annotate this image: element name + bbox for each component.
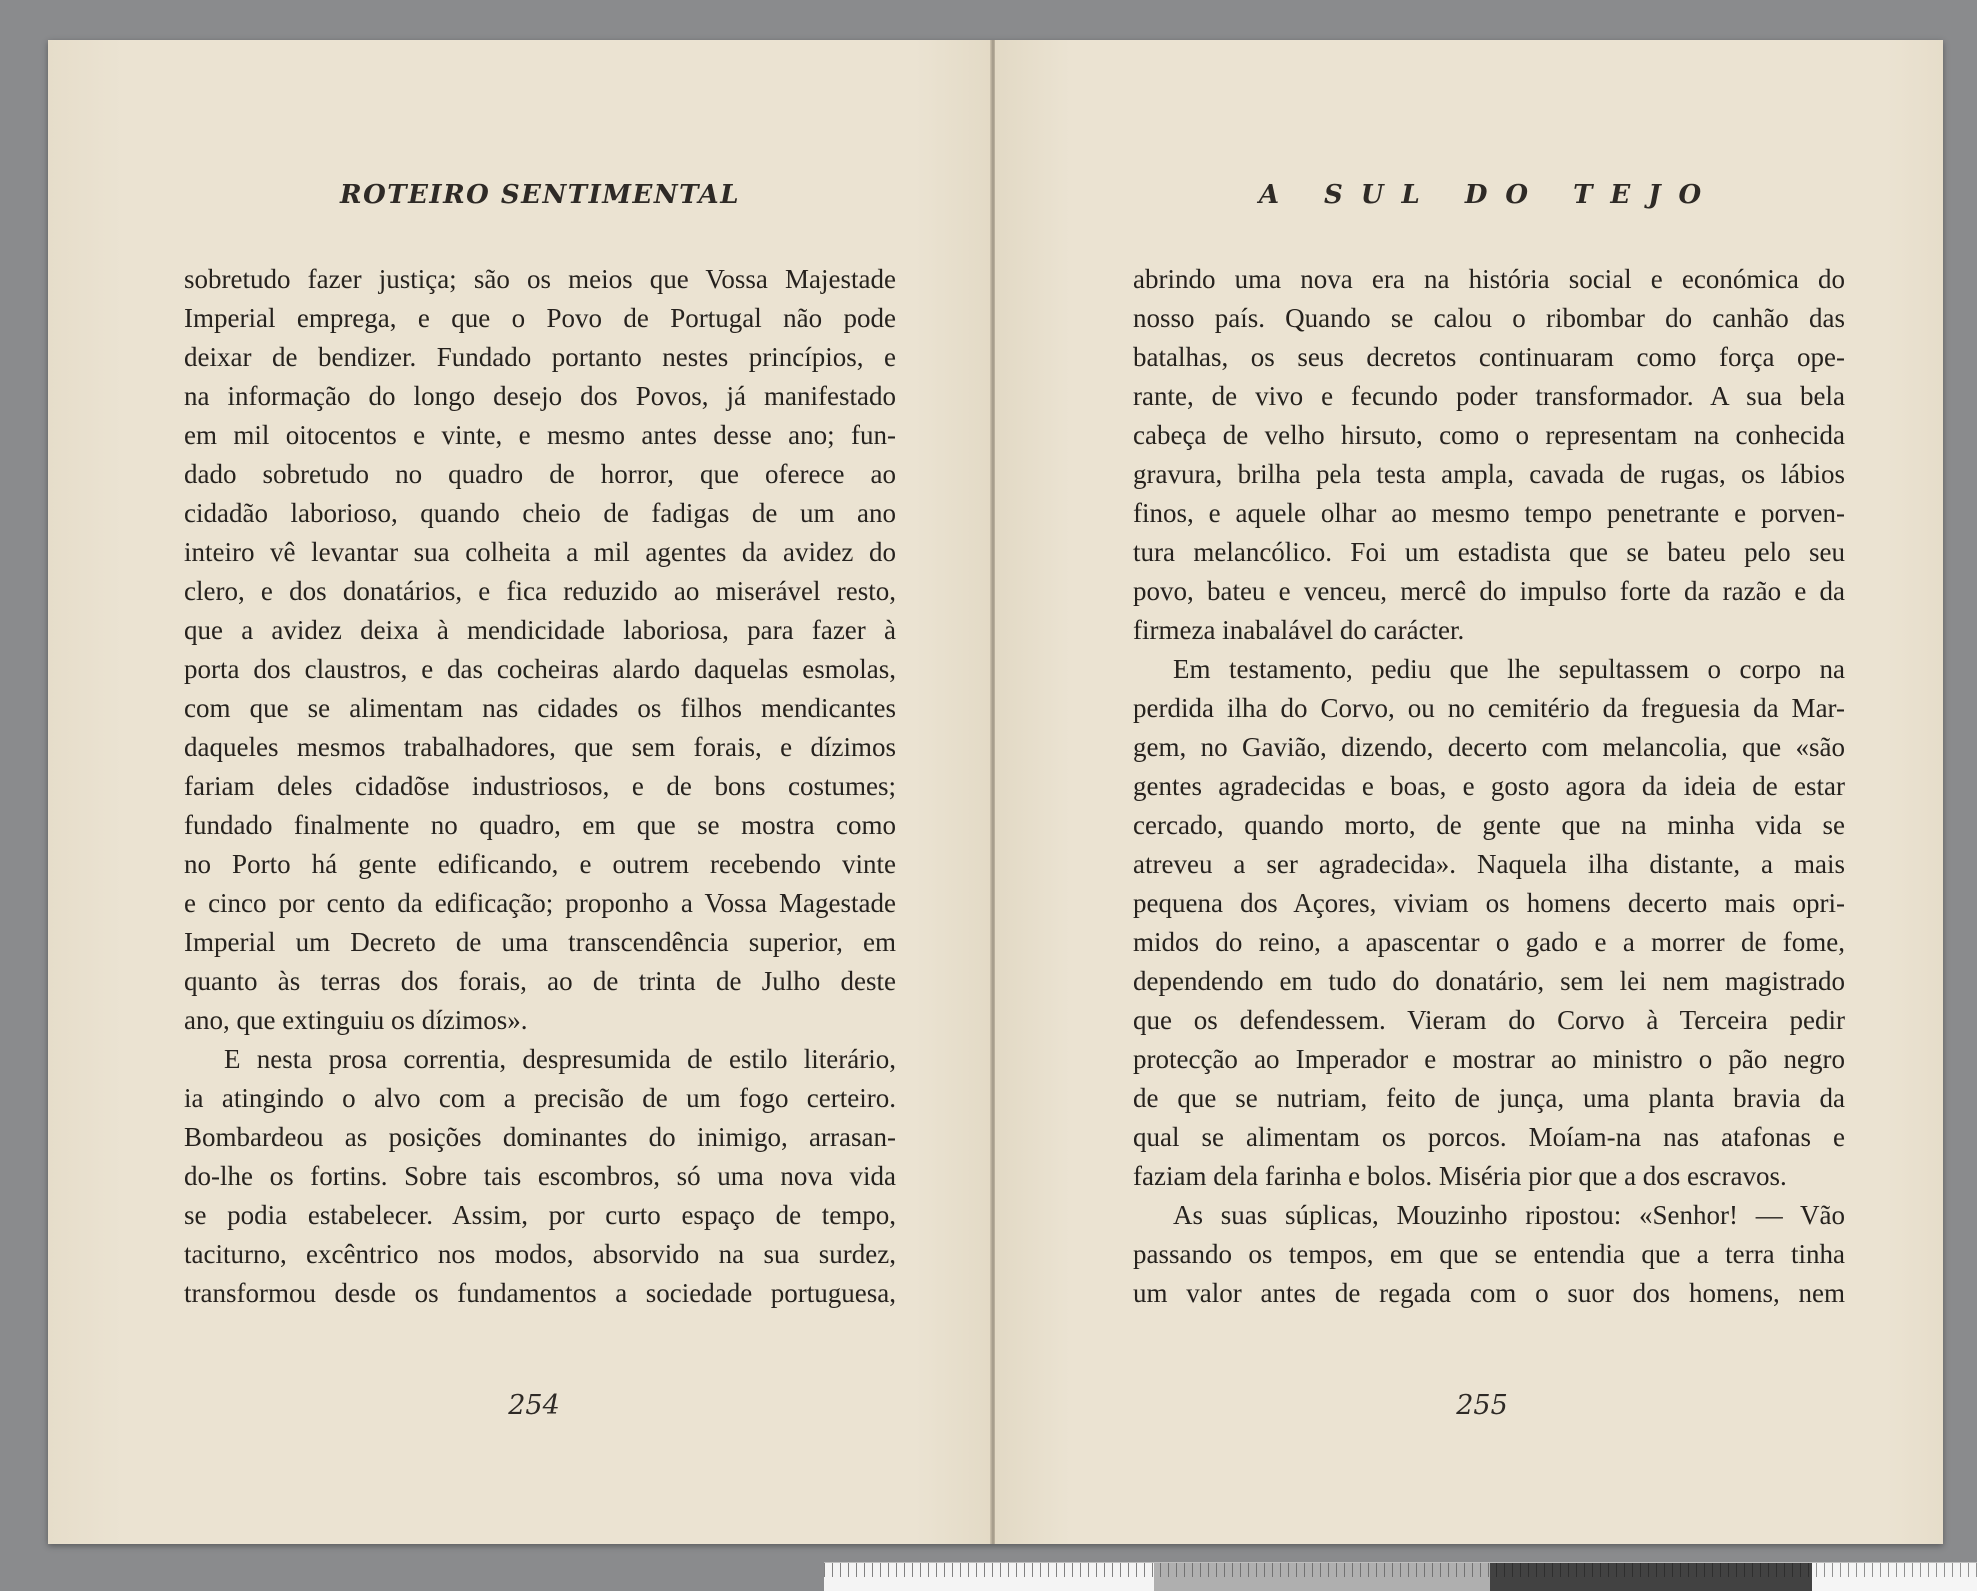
right-page-number: 255: [1456, 1390, 1508, 1421]
text-line: gem, no Gavião, dizendo, decerto com melancolia, que «são: [1133, 732, 1845, 762]
text-line: porta dos claustros, e das cocheiras alardo daquelas esmolas,: [184, 654, 896, 684]
text-line: Bombardeou as posições dominantes do inimigo, arrasan-: [184, 1122, 896, 1152]
text-line: quanto às terras dos forais, ao de trinta de Julho deste: [184, 966, 896, 996]
text-line: perdida ilha do Corvo, ou no cemitério da freguesia da Mar-: [1133, 693, 1845, 723]
text-line: gentes agradecidas e boas, e gosto agora da ideia de estar: [1133, 771, 1845, 801]
text-line: que os defendessem. Vieram do Corvo à Terceira pedir: [1133, 1005, 1845, 1035]
text-line: fariam deles cidadõse industriosos, e de bons costumes;: [184, 771, 896, 801]
text-line: firmeza inabalável do carácter.: [1133, 615, 1465, 645]
left-page: [48, 40, 991, 1544]
text-line: deixar de bendizer. Fundado portanto nestes princípios, e: [184, 342, 896, 372]
open-book: [48, 40, 1943, 1544]
text-line: batalhas, os seus decretos continuaram como força ope-: [1133, 342, 1845, 372]
text-line: em mil oitocentos e vinte, e mesmo antes desse ano; fun-: [184, 420, 896, 450]
text-line: fundado finalmente no quadro, em que se mostra como: [184, 810, 896, 840]
text-line: protecção ao Imperador e mostrar ao ministro o pão negro: [1133, 1044, 1845, 1074]
text-line: dependendo em tudo do donatário, sem lei nem magistrado: [1133, 966, 1845, 996]
text-line: qual se alimentam os porcos. Moíam-na nas atafonas e: [1133, 1122, 1845, 1152]
right-running-head: A SUL DO TEJO: [1258, 180, 1720, 210]
text-line: clero, e dos donatários, e fica reduzido ao miserável resto,: [184, 576, 896, 606]
text-line: um valor antes de regada com o suor dos homens, nem: [1133, 1278, 1845, 1308]
text-line: cidadão laborioso, quando cheio de fadigas de um ano: [184, 498, 896, 528]
ruler-band-end: [1812, 1563, 1977, 1591]
text-line: daqueles mesmos trabalhadores, que sem forais, e dízimos: [184, 732, 896, 762]
text-line: faziam dela farinha e bolos. Miséria pior que a dos escravos.: [1133, 1161, 1787, 1191]
text-line: Imperial um Decreto de uma transcendência superior, em: [184, 927, 896, 957]
text-line: abrindo uma nova era na história social e económica do: [1133, 264, 1845, 294]
text-line: midos do reino, a apascentar o gado e a morrer de fome,: [1133, 927, 1845, 957]
text-line: transformou desde os fundamentos a sociedade portuguesa,: [184, 1278, 896, 1308]
text-line: Imperial emprega, e que o Povo de Portugal não pode: [184, 303, 896, 333]
right-page: [995, 40, 1943, 1544]
text-line: cercado, quando morto, de gente que na minha vida se: [1133, 810, 1845, 840]
ruler-band-light: [824, 1563, 1154, 1591]
text-line: com que se alimentam nas cidades os filhos mendicantes: [184, 693, 896, 723]
text-line: atreveu a ser agradecida». Naquela ilha distante, a mais: [1133, 849, 1845, 879]
text-line: passando os tempos, em que se entendia que a terra tinha: [1133, 1239, 1845, 1269]
text-line: finos, e aquele olhar ao mesmo tempo penetrante e porven-: [1133, 498, 1845, 528]
ruler-band-gray: [1154, 1563, 1490, 1591]
text-line: se podia estabelecer. Assim, por curto espaço de tempo,: [184, 1200, 896, 1230]
left-running-head: ROTEIRO SENTIMENTAL: [339, 180, 740, 210]
text-line: de que se nutriam, feito de junça, uma planta bravia da: [1133, 1083, 1845, 1113]
ruler-band-dark: [1490, 1563, 1812, 1591]
text-line: nosso país. Quando se calou o ribombar do canhão das: [1133, 303, 1845, 333]
text-line: E nesta prosa correntia, despresumida de estilo literário,: [224, 1044, 896, 1074]
text-line: inteiro vê levantar sua colheita a mil agentes da avidez do: [184, 537, 896, 567]
text-line: ia atingindo o alvo com a precisão de um fogo certeiro.: [184, 1083, 896, 1113]
text-line: gravura, brilha pela testa ampla, cavada de rugas, os lábios: [1133, 459, 1845, 489]
text-line: pequena dos Açores, viviam os homens decerto mais opri-: [1133, 888, 1845, 918]
text-line: ano, que extinguiu os dízimos».: [184, 1005, 528, 1035]
text-line: na informação do longo desejo dos Povos, já manifestado: [184, 381, 896, 411]
left-page-number: 254: [508, 1390, 560, 1421]
text-line: As suas súplicas, Mouzinho ripostou: «Senhor! — Vão: [1173, 1200, 1845, 1230]
text-line: e cinco por cento da edificação; proponho a Vossa Magestade: [184, 888, 896, 918]
text-line: cabeça de velho hirsuto, como o representam na conhecida: [1133, 420, 1845, 450]
text-line: do-lhe os fortins. Sobre tais escombros, só uma nova vida: [184, 1161, 896, 1191]
text-line: que a avidez deixa à mendicidade laboriosa, para fazer à: [184, 615, 896, 645]
text-line: rante, de vivo e fecundo poder transformador. A sua bela: [1133, 381, 1845, 411]
text-line: Em testamento, pediu que lhe sepultassem o corpo na: [1173, 654, 1845, 684]
text-line: taciturno, excêntrico nos modos, absorvido na sua surdez,: [184, 1239, 896, 1269]
left-body-text: [184, 260, 896, 1313]
right-body-text: [1133, 260, 1845, 1313]
text-line: dado sobretudo no quadro de horror, que oferece ao: [184, 459, 896, 489]
scale-ruler: [824, 1562, 1977, 1591]
text-line: tura melancólico. Foi um estadista que se bateu pelo seu: [1133, 537, 1845, 567]
text-line: no Porto há gente edificando, e outrem recebendo vinte: [184, 849, 896, 879]
text-line: sobretudo fazer justiça; são os meios que Vossa Majestade: [184, 264, 896, 294]
text-line: povo, bateu e venceu, mercê do impulso forte da razão e da: [1133, 576, 1845, 606]
